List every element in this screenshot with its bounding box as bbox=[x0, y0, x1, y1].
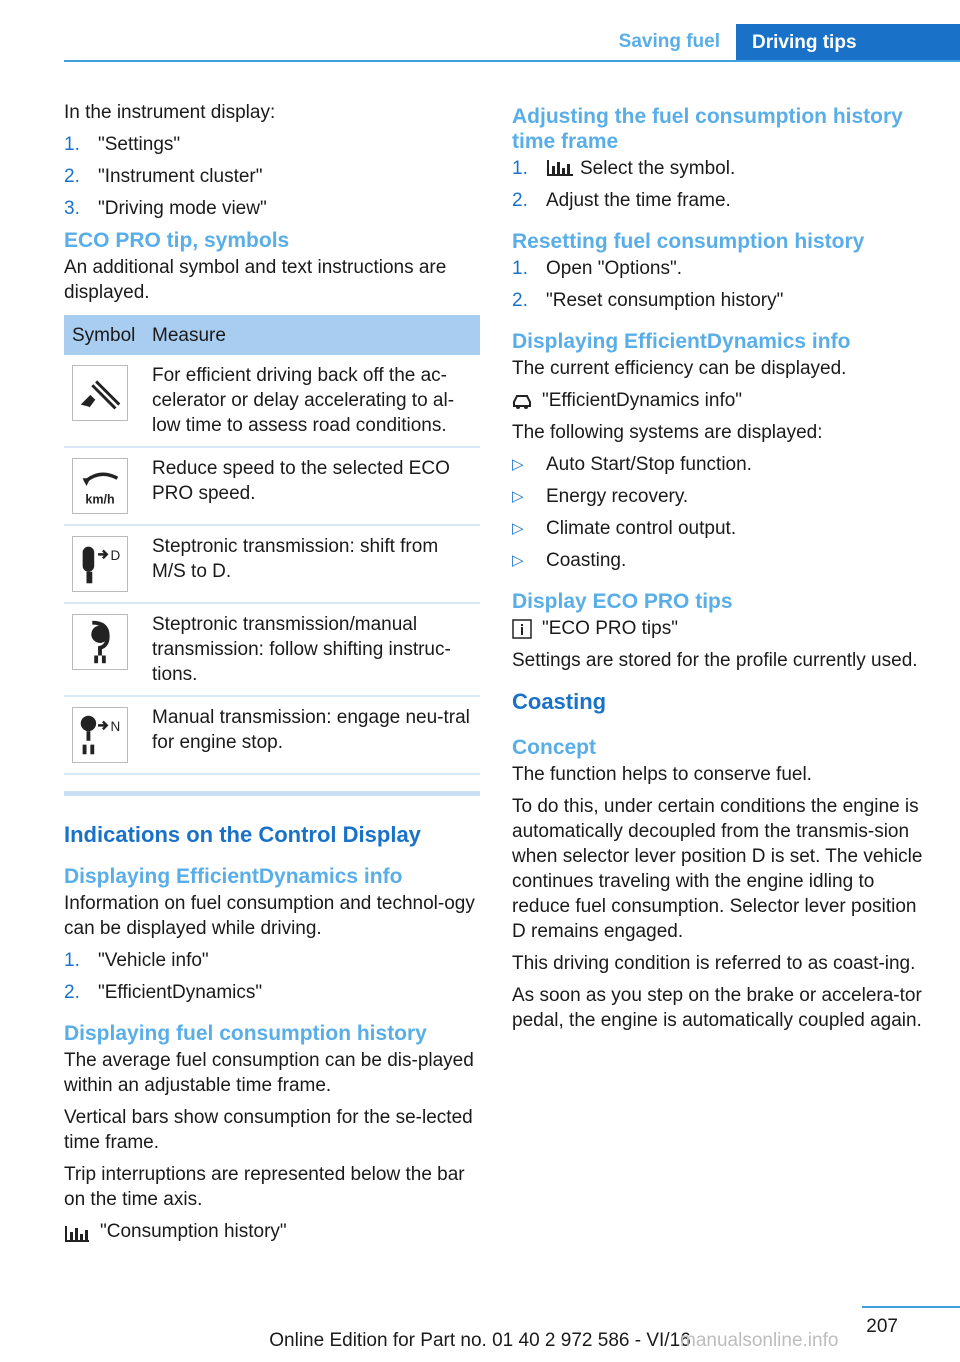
measure-text: For efficient driving back off the ac-celerator or delay accelerating to al-low time to assess road conditions. bbox=[144, 355, 480, 447]
table-row bbox=[64, 355, 480, 447]
bar-chart-icon bbox=[64, 1222, 90, 1242]
measure-text: Steptronic transmission: shift from M/S to D. bbox=[144, 525, 480, 603]
edition-footer: Online Edition for Part no. 01 40 2 972 586 - VI/16 bbox=[269, 1330, 691, 1351]
ed-info-text: Information on fuel consumption and technol-ogy can be displayed while driving. bbox=[64, 893, 475, 939]
vehicle-info-steps bbox=[64, 948, 480, 1005]
list-item: 1. Open "Options". bbox=[512, 258, 683, 279]
concept-text-2: To do this, under certain conditions the engine is automatically decoupled from the transmis-sion when selector lever position D is set. The vehicle continues traveling with the engine idling to reduce fuel consumption. Selector lever position D remains engaged. bbox=[512, 796, 923, 942]
header-section-title: Saving fuel bbox=[618, 31, 720, 52]
accelerator-release-icon bbox=[72, 365, 128, 421]
svg-text:N: N bbox=[110, 719, 121, 735]
history-text-3: Trip interruptions are represented below the bar on the time axis. bbox=[64, 1164, 465, 1210]
concept-text-4: As soon as you step on the brake or accelera-tor pedal, the engine is automatically coupled again. bbox=[512, 985, 922, 1031]
measure-text: Reduce speed to the selected ECO PRO speed. bbox=[144, 447, 480, 525]
header-chapter-tab: Driving tips bbox=[736, 24, 960, 62]
consumption-history-icon bbox=[546, 158, 574, 176]
left-column bbox=[64, 100, 480, 1251]
ed-text-2: The following systems are displayed: bbox=[512, 422, 823, 443]
list-item: ▷ Auto Start/Stop function. bbox=[512, 454, 752, 475]
table-row bbox=[64, 696, 480, 774]
systems-list bbox=[512, 452, 928, 573]
eco-tips-icon-label: "ECO PRO tips" bbox=[542, 618, 678, 639]
intro-text: In the instrument display: bbox=[64, 102, 276, 123]
info-icon bbox=[512, 619, 532, 639]
ed-text-1: The current efficiency can be displayed. bbox=[512, 358, 847, 379]
list-item: ▷ Coasting. bbox=[512, 550, 627, 571]
table-end-rule bbox=[64, 791, 480, 796]
header-rule bbox=[64, 60, 960, 62]
measure-text: Manual transmission: engage neu-tral for engine stop. bbox=[144, 696, 480, 774]
shift-to-d-icon bbox=[72, 536, 128, 592]
coasting-heading: Coasting bbox=[512, 689, 607, 714]
shift-to-n-icon bbox=[72, 707, 128, 763]
list-item: 2. "Reset consumption history" bbox=[512, 290, 784, 311]
ed-icon-label: "EfficientDynamics info" bbox=[542, 390, 743, 411]
list-item: 3. "Driving mode view" bbox=[64, 198, 267, 219]
list-item: 1. "Settings" bbox=[64, 134, 181, 155]
page-number-rule bbox=[862, 1306, 960, 1308]
eco-tips-heading: Display ECO PRO tips bbox=[512, 590, 733, 613]
concept-heading: Concept bbox=[512, 736, 596, 759]
table-row bbox=[64, 603, 480, 696]
list-item: ▷ Climate control output. bbox=[512, 518, 737, 539]
adjust-heading: Adjusting the fuel consumption history time frame bbox=[512, 105, 903, 153]
history-text-2: Vertical bars show consumption for the se-lected time frame. bbox=[64, 1107, 473, 1153]
svg-text:km/h: km/h bbox=[85, 492, 115, 507]
concept-text-3: This driving condition is referred to as coast-ing. bbox=[512, 953, 916, 974]
ed-info-heading: Displaying EfficientDynamics info bbox=[64, 865, 403, 888]
table-row bbox=[64, 447, 480, 525]
list-item: 2. Adjust the time frame. bbox=[512, 190, 731, 211]
list-item: ▷ Energy recovery. bbox=[512, 486, 689, 507]
eco-symbols-table bbox=[64, 315, 480, 775]
table-header-symbol: Symbol bbox=[64, 315, 144, 355]
history-icon-line bbox=[64, 1219, 480, 1244]
history-text-1: The average fuel consumption can be dis-played within an adjustable time frame. bbox=[64, 1050, 474, 1096]
car-icon bbox=[512, 392, 532, 410]
settings-steps bbox=[64, 132, 480, 221]
shift-lever-icon bbox=[72, 614, 128, 670]
list-item: 1. "Vehicle info" bbox=[64, 950, 209, 971]
right-column bbox=[512, 100, 928, 1040]
page-number: 207 bbox=[866, 1316, 898, 1337]
eco-tips-text: Settings are stored for the profile currently used. bbox=[512, 650, 918, 671]
adjust-steps bbox=[512, 156, 928, 213]
eco-tips-icon-line bbox=[512, 616, 928, 641]
ed-icon-line bbox=[512, 388, 928, 413]
watermark: manualsonline.info bbox=[680, 1330, 839, 1351]
measure-text: Steptronic transmission/manual transmission: follow shifting instruc-tions. bbox=[144, 603, 480, 696]
list-item: 2. "Instrument cluster" bbox=[64, 166, 263, 187]
eco-tip-heading: ECO PRO tip, symbols bbox=[64, 229, 290, 252]
speed-reduce-kmh-icon bbox=[72, 458, 128, 514]
concept-text-1: The function helps to conserve fuel. bbox=[512, 764, 812, 785]
eco-tip-text: An additional symbol and text instructions are displayed. bbox=[64, 257, 447, 303]
control-display-heading: Indications on the Control Display bbox=[64, 822, 421, 847]
table-header-measure: Measure bbox=[144, 315, 480, 355]
reset-steps bbox=[512, 256, 928, 313]
history-heading: Displaying fuel consumption history bbox=[64, 1022, 427, 1045]
table-row bbox=[64, 525, 480, 603]
list-item: 1. Select the symbol. bbox=[512, 158, 736, 179]
svg-text:D: D bbox=[110, 548, 121, 564]
history-icon-label: "Consumption history" bbox=[100, 1221, 287, 1242]
ed-heading: Displaying EfficientDynamics info bbox=[512, 330, 851, 353]
list-item: 2. "EfficientDynamics" bbox=[64, 982, 263, 1003]
reset-heading: Resetting fuel consumption history bbox=[512, 230, 865, 253]
